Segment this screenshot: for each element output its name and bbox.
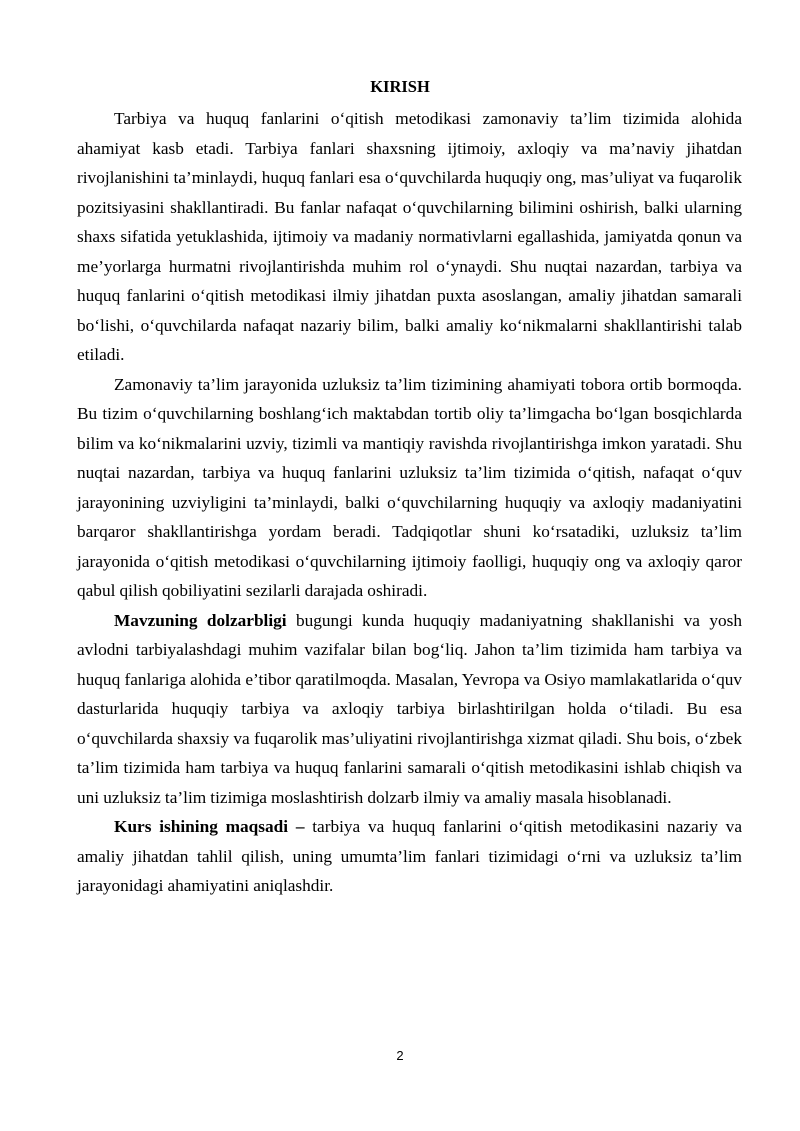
paragraph-relevance xyxy=(77,606,742,813)
paragraph-lead-bold: Mavzuning dolzarbligi xyxy=(114,610,287,630)
document-body xyxy=(77,104,742,901)
paragraph-lead-bold: Kurs ishining maqsadi – xyxy=(114,817,305,836)
paragraph-text: tarbiya va huquq fanlarini o‘qitish metodikasini nazariy va amaliy jihatdan tahlil qilish, uning umumta’lim fanlari tizimidagi o‘rni va uzluksiz ta’lim jarayonidagi ahamiyatini aniqlashdir. xyxy=(77,817,742,895)
paragraph-continuous-education xyxy=(77,370,742,606)
paragraph-text: Zamonaviy ta’lim jarayonida uzluksiz ta’lim tizimining ahamiyati tobora ortib bormoqda. Bu tizim o‘quvchilarning boshlang‘ich maktabdan tortib oliy ta’limgacha bo‘lgan bosqichlarda bilim va ko‘nikmalarini uzviy, tizimli va mantiqiy ravishda rivojlantirishga imkon yaratadi. Shu nuqtai nazardan, tarbiya va huquq fanlarini uzluksiz ta’lim tizimida o‘qitish, nafaqat o‘quv jarayonining uzviyligini ta’minlaydi, balki o‘quvchilarning huquqiy va axloqiy madaniyatini barqaror shakllantirishga yordam beradi. Tadqiqotlar shuni ko‘rsatadiki, uzluksiz ta’lim jarayonida o‘qitish metodikasi o‘quvchilarning ijtimoiy faolligi, huquqiy ong va axloqiy qaror qabul qilish qobiliyatini sezilarli darajada oshiradi. xyxy=(77,374,742,600)
paragraph-goal xyxy=(77,812,742,901)
page-number: 2 xyxy=(396,1048,404,1063)
paragraph-text: Tarbiya va huquq fanlarini o‘qitish metodikasi zamonaviy ta’lim tizimida alohida ahamiyat kasb etadi. Tarbiya fanlari shaxsning ijtimoiy, axloqiy va ma’naviy jihatdan rivojlanishini ta’minlaydi, huquq fanlari esa o‘quvchilarda huquqiy ong, mas’uliyat va fuqarolik pozitsiyasini shakllantiradi. Bu fanlar nafaqat o‘quvchilarning bilimini oshirish, balki ularning shaxs sifatida yetuklashida, ijtimoiy va madaniy normativlarni egallashida, jamiyatda qonun va me’yorlarga hurmatni rivojlantirishda muhim rol o‘ynaydi. Shu nuqtai nazardan, tarbiya va huquq fanlarini o‘qitish metodikasi ilmiy jihatdan puxta asoslangan, amaliy jihatdan samarali bo‘lishi, o‘quvchilarda nafaqat nazariy bilim, balki amaliy ko‘nikmalarni shakllantirishi talab etiladi. xyxy=(77,109,742,364)
paragraph-text: bugungi kunda huquqiy madaniyatning shakllanishi va yosh avlodni tarbiyalashdagi muhim vazifalar bilan bog‘liq. Jahon ta’lim tizimida ham tarbiya va huquq fanlariga alohida e’tibor qaratilmoqda. Masalan, Yevropa va Osiyo mamlakatlarida o‘quv dasturlarida huquqiy tarbiya va axloqiy tarbiya birlashtirilgan holda o‘tiladi. Bu esa o‘quvchilarda shaxsiy va fuqarolik mas’uliyatini rivojlantirishga xizmat qiladi. Shu bois, o‘zbek ta’lim tizimida ham tarbiya va huquq fanlarini samarali o‘qitish metodikasini ishlab chiqish va uni uzluksiz ta’lim tizimiga moslashtirish dolzarb ilmiy va amaliy masala hisoblanadi. xyxy=(77,610,742,807)
paragraph-introduction xyxy=(77,104,742,370)
page-title: KIRISH xyxy=(370,77,430,96)
